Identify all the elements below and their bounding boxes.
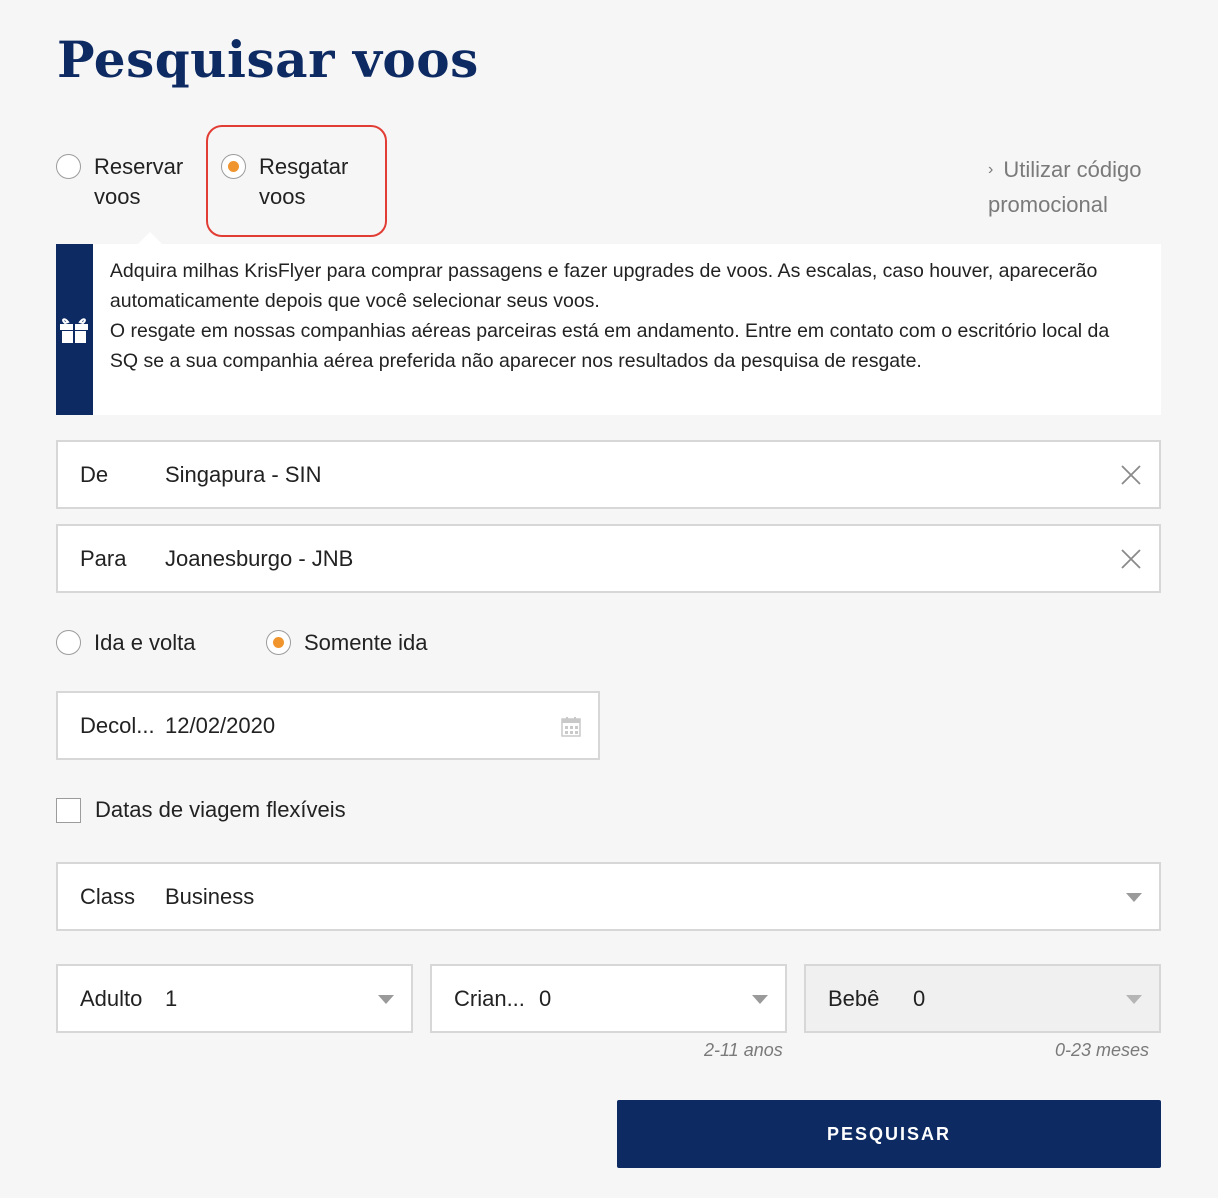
radio-circle[interactable] [56, 630, 81, 655]
info-band [56, 244, 93, 415]
to-value[interactable]: Joanesburgo - JNB [165, 545, 354, 571]
from-label: De [80, 461, 109, 487]
info-pointer [138, 232, 162, 244]
chevron-down-icon[interactable] [1126, 893, 1142, 902]
clear-from-icon[interactable] [1119, 463, 1143, 487]
info-banner [56, 244, 1161, 415]
radio-reservar-voos[interactable] [56, 152, 204, 212]
radio-circle[interactable] [56, 154, 81, 179]
child-age-hint: 2-11 anos [704, 1040, 783, 1060]
info-text [93, 244, 1161, 415]
child-select[interactable] [430, 964, 787, 1033]
cabin-label: Class [80, 883, 136, 909]
radio-label: Somente ida [304, 630, 428, 655]
info-paragraph-2: O resgate em nossas companhias aéreas parceiras está em andamento. Entre em contato com o escritório local da SQ se a sua companhia aérea preferida não aparecer nos resultados da pesquisa de resgate. [109, 320, 1110, 372]
info-paragraph-1: Adquira milhas KrisFlyer para comprar passagens e fazer upgrades de voos. As escalas, caso houver, aparecerão automaticamente depois que você selecionar seus voos. [109, 260, 1098, 312]
from-field[interactable] [56, 440, 1161, 509]
flexible-dates-checkbox[interactable] [56, 798, 81, 823]
radio-label: Ida e volta [94, 630, 196, 655]
radio-somente-ida[interactable] [266, 628, 428, 658]
adult-select[interactable] [56, 964, 413, 1033]
departure-value[interactable]: 12/02/2020 [165, 712, 276, 738]
calendar-icon[interactable] [560, 716, 582, 738]
infant-label: Bebê [828, 985, 880, 1011]
search-button[interactable]: PESQUISAR [617, 1100, 1161, 1168]
departure-label: Decol... [80, 712, 155, 738]
to-field[interactable] [56, 524, 1161, 593]
highlight-annotation [206, 125, 387, 237]
flexible-dates-label: Datas de viagem flexíveis [95, 797, 346, 822]
infant-select[interactable] [804, 964, 1161, 1033]
radio-ida-e-volta[interactable] [56, 628, 196, 658]
chevron-right-icon: › [988, 161, 994, 178]
adult-value[interactable]: 1 [165, 985, 178, 1011]
radio-label: Reservar voos [94, 154, 184, 209]
cabin-value[interactable]: Business [165, 883, 255, 909]
page-title: Pesquisar voos [57, 30, 479, 89]
child-value[interactable]: 0 [539, 985, 552, 1011]
from-value[interactable]: Singapura - SIN [165, 461, 322, 487]
child-label: Crian... [454, 985, 525, 1011]
cabin-class-select[interactable] [56, 862, 1161, 931]
adult-label: Adulto [80, 985, 143, 1011]
infant-value[interactable]: 0 [913, 985, 926, 1011]
clear-to-icon[interactable] [1119, 547, 1143, 571]
departure-date-field[interactable] [56, 691, 600, 760]
to-label: Para [80, 545, 127, 571]
gift-icon [59, 316, 89, 344]
chevron-down-icon[interactable] [1126, 995, 1142, 1004]
chevron-down-icon[interactable] [752, 995, 768, 1004]
radio-label: Resgatar voos [259, 154, 349, 209]
chevron-down-icon[interactable] [378, 995, 394, 1004]
radio-circle-selected[interactable] [266, 630, 291, 655]
infant-age-hint: 0-23 meses [1055, 1040, 1150, 1060]
promo-code-label: Utilizar código promocional [988, 157, 1142, 217]
promo-code-link[interactable] [988, 152, 1168, 222]
